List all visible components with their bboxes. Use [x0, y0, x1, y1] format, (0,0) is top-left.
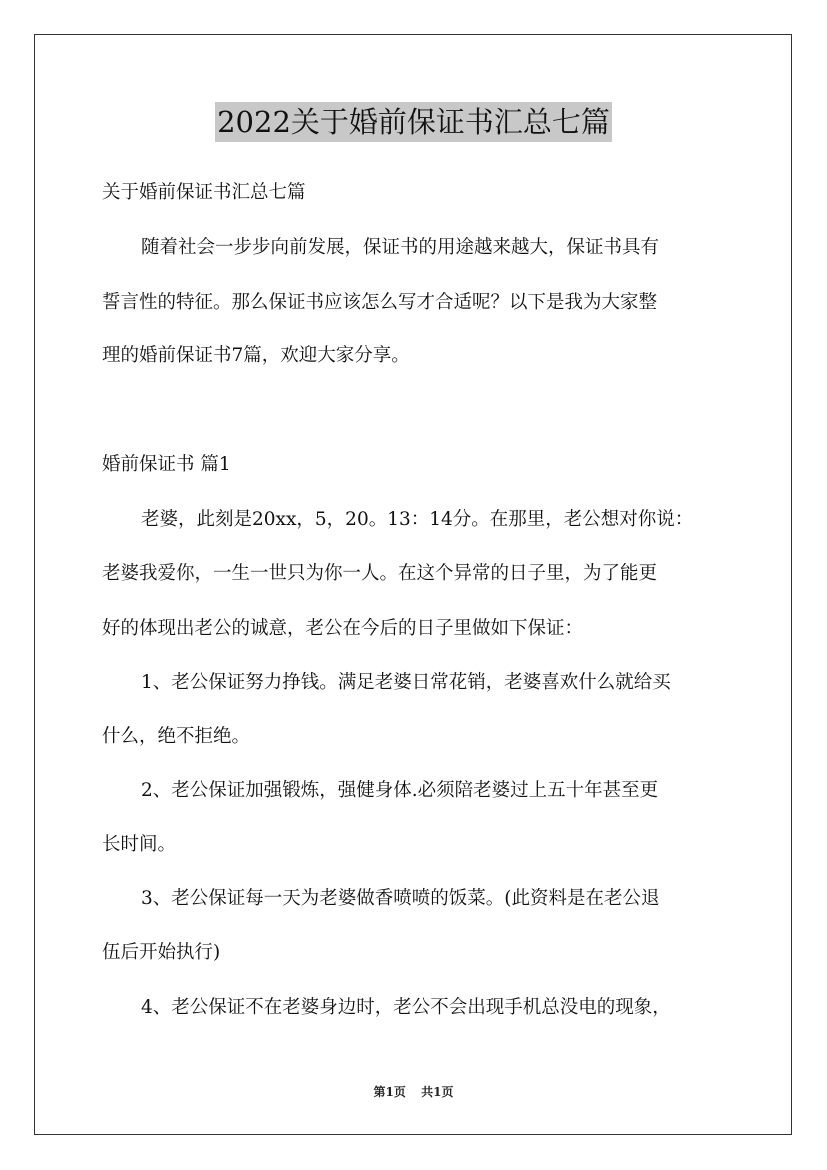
page-number: 第1页: [373, 1085, 406, 1099]
document-title: 2022关于婚前保证书汇总七篇: [215, 102, 612, 142]
intro-line-2: 誓言性的特征。那么保证书应该怎么写才合适呢？以下是我为大家整: [102, 292, 658, 313]
body-line-5: 什么，绝不拒绝。: [102, 726, 251, 747]
page-footer: [0, 1084, 827, 1100]
body-line-1: 老婆，此刻是20xx，5，20。13：14分。在那里，老公想对你说：: [141, 509, 694, 530]
title-container: [0, 102, 827, 142]
body-line-6: 2、老公保证加强锻炼，强健身体.必须陪老婆过上五十年甚至更: [141, 780, 659, 801]
intro-line-3: 理的婚前保证书7篇，欢迎大家分享。: [102, 345, 410, 366]
body-line-10: 4、老公保证不在老婆身边时，老公不会出现手机总没电的现象，: [141, 997, 671, 1018]
body-line-8: 3、老公保证每一天为老婆做香喷喷的饭菜。(此资料是在老公退: [141, 888, 660, 909]
document-subtitle: 关于婚前保证书汇总七篇: [102, 182, 306, 203]
intro-line-1: 随着社会一步步向前发展，保证书的用途越来越大，保证书具有: [141, 237, 660, 258]
body-line-3: 好的体现出老公的诚意，老公在今后的日子里做如下保证：: [102, 618, 584, 639]
page-total: 共1页: [421, 1085, 454, 1099]
section-heading: 婚前保证书 篇1: [102, 454, 231, 475]
body-line-7: 长时间。: [102, 834, 177, 855]
body-line-9: 伍后开始执行): [102, 942, 221, 963]
body-line-4: 1、老公保证努力挣钱。满足老婆日常花销，老婆喜欢什么就给买: [141, 672, 671, 693]
body-line-2: 老婆我爱你，一生一世只为你一人。在这个异常的日子里，为了能更: [102, 563, 658, 584]
